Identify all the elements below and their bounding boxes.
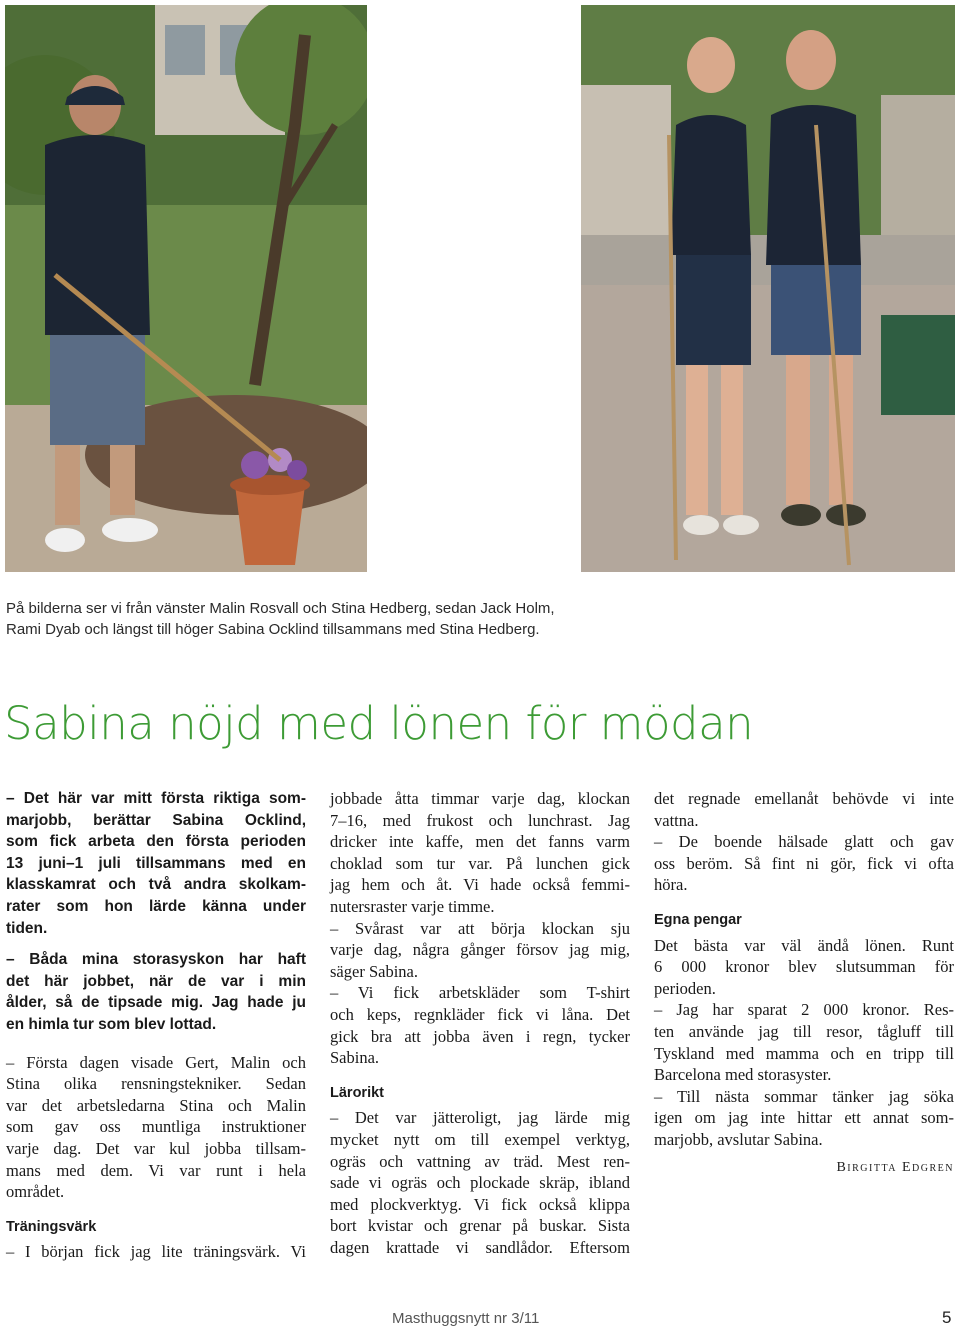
text-line: var det arbetsledarna Stina och Malin (6, 1095, 306, 1115)
caption-line-2: Rami Dyab och längst till höger Sabina Ocklind tillsammans med Stina Hedberg. (6, 621, 540, 638)
text-line: – Till nästa sommar tänker jag söka (654, 1086, 954, 1106)
text-line: – De boende hälsade glatt och gav (654, 832, 954, 852)
text-line: oss beröm. Så fint ni gör, fick vi ofta (654, 853, 954, 873)
text-line: en himla tur som blev lottad. (6, 1015, 217, 1033)
text-line: Det bästa var väl ändå lönen. Runt (654, 935, 954, 955)
photo-boy-gardening (5, 5, 367, 572)
photo-two-women (581, 5, 955, 572)
text-line: Tyskland med mamma och en tripp till (654, 1043, 954, 1063)
text-line: Sabina. (330, 1048, 380, 1068)
subheading-lararikt: Lärorikt (330, 1084, 384, 1101)
body-paragraph (330, 788, 630, 918)
text-line: – I början fick jag lite träningsvärk. Vi (6, 1242, 306, 1262)
footer-publication: Masthuggsnytt nr 3/11 (392, 1310, 540, 1327)
text-line: perioden. (654, 978, 716, 998)
text-line: 13 juni–1 juli tillsammans med en (6, 854, 306, 872)
text-line: Stina olika rensningstekniker. Sedan (6, 1074, 306, 1094)
article-column-2 (330, 788, 630, 1258)
text-line: – Vi fick arbetskläder som T-shirt (330, 983, 630, 1003)
text-line: varje dag. Det var kul jobba tillsam- (6, 1138, 306, 1158)
article-column-1 (6, 788, 306, 1263)
body-paragraph (330, 918, 630, 983)
body-paragraph (654, 1086, 954, 1151)
author-byline: Birgitta Edgren (836, 1159, 954, 1175)
text-line: ogräs och vattning av träd. Mest ren- (330, 1151, 630, 1171)
body-paragraph (6, 1241, 306, 1263)
text-line: det regnade emellanåt behövde vi inte (654, 789, 954, 808)
text-line: tiden. (6, 919, 48, 937)
lead-paragraph-2 (6, 949, 306, 1035)
text-line: dricker inte kaffe, men det fanns varm (330, 832, 630, 852)
text-line: ten använde jag till resor, tågluff till (654, 1021, 954, 1041)
photo-caption (6, 598, 726, 640)
article-column-3 (654, 788, 954, 1178)
caption-line-1: På bilderna ser vi från vänster Malin Rosvall och Stina Hedberg, sedan Jack Holm, (6, 600, 555, 617)
page-number: 5 (942, 1308, 952, 1327)
text-line: – Jag har sparat 2 000 kronor. Res- (654, 1000, 954, 1020)
text-line: mycket nytt om till exempel verktyg, (330, 1129, 630, 1149)
body-paragraph (654, 788, 954, 831)
text-line: som gav oss muntliga instruktioner (6, 1117, 306, 1137)
text-line: höra. (654, 875, 688, 895)
text-line: jag hem och åt. Vi hade också femmi- (330, 875, 630, 895)
lead-paragraph-1 (6, 788, 306, 939)
text-line: mans med dem. Vi var runt i hela (6, 1160, 306, 1180)
text-line: – Första dagen visade Gert, Malin och (6, 1052, 306, 1072)
text-line: klasskamrat och två andra skolkam- (6, 876, 306, 894)
text-line: igen om jag inte hittar ett annat som- (654, 1108, 954, 1128)
text-line: jobbade åtta timmar varje dag, klockan (330, 789, 630, 808)
text-line: bort kvistar och grenar på buskar. Sista (330, 1216, 630, 1236)
text-line: rater som hon lärde känna under (6, 897, 306, 915)
article-headline: Sabina nöjd med lönen för mödan (4, 697, 754, 750)
text-line: nutersraster varje timme. (330, 896, 495, 916)
text-line: gick bra att jobba även i regn, tycker (330, 1026, 630, 1046)
text-line: det här jobbet, när de var i min (6, 972, 306, 990)
body-paragraph (654, 935, 954, 1000)
text-line: – Det var jätteroligt, jag lärde mig (330, 1108, 630, 1128)
body-paragraph (654, 999, 954, 1085)
text-line: området. (6, 1182, 65, 1202)
text-line: marjobb, avslutar Sabina. (654, 1129, 823, 1149)
text-line: som fick arbeta den första perioden (6, 833, 306, 851)
text-line: marjobb, berättar Sabina Ocklind, (6, 811, 306, 829)
body-paragraph (6, 1052, 306, 1203)
text-line: – Svårast var att börja klockan sju (330, 918, 630, 938)
text-line: ålder, så de tipsade mig. Jag hade ju (6, 994, 306, 1012)
text-line: vattna. (654, 810, 699, 830)
text-line: dagen krattade vi sandlådor. Eftersom (330, 1237, 630, 1257)
subheading-traningsvark: Träningsvärk (6, 1218, 97, 1235)
text-line: 6 000 kronor blev slutsumman för (654, 957, 954, 977)
text-line: Barcelona med storasyster. (654, 1065, 832, 1085)
text-line: choklad som tur var. På lunchen gick (330, 853, 630, 873)
body-paragraph (330, 1107, 630, 1258)
text-line: sade vi ogräs och plockade skräp, ibland (330, 1173, 630, 1193)
subheading-egna-pengar: Egna pengar (654, 911, 742, 928)
text-line: – Det här var mitt första riktiga som- (6, 790, 306, 807)
body-paragraph (654, 831, 954, 896)
body-paragraph (330, 982, 630, 1068)
text-line: säger Sabina. (330, 961, 418, 981)
text-line: och keps, regnkläder fick vi låna. Det (330, 1004, 630, 1024)
text-line: 7–16, med frukost och lunchrast. Jag (330, 810, 630, 830)
text-line: med plockverktyg. Vi fick också klippa (330, 1194, 630, 1214)
text-line: – Båda mina storasyskon har haft (6, 951, 306, 969)
text-line: varje dag, några gånger försov jag mig, (330, 940, 630, 960)
